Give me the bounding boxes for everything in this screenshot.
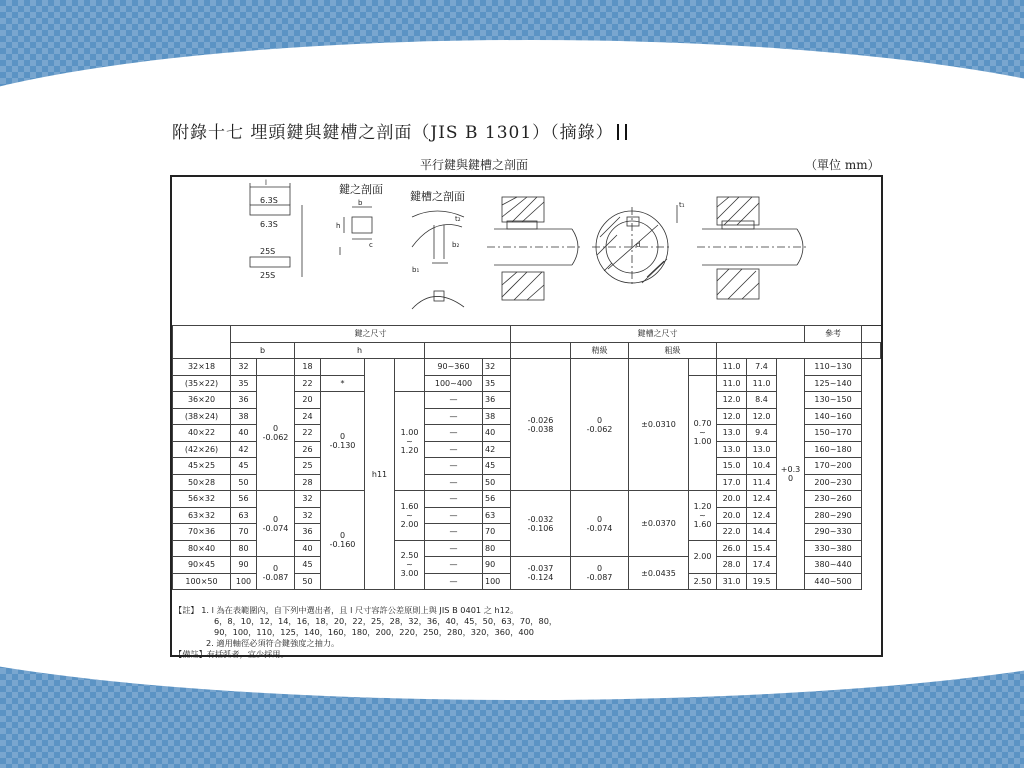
cell-b: 36 — [231, 392, 257, 409]
cell-code: 100×50 — [173, 573, 231, 590]
cell-htol-empty — [321, 359, 365, 376]
cell-b: 50 — [231, 474, 257, 491]
cell-t2: 15.4 — [747, 540, 777, 557]
cell-t2: 19.5 — [747, 573, 777, 590]
cell-t1: 20.0 — [717, 507, 747, 524]
cell-h: 50 — [295, 573, 321, 590]
cell-l: — — [425, 474, 483, 491]
cell-d: 330~380 — [805, 540, 862, 557]
cell-d: 290~330 — [805, 524, 862, 541]
note-line-4: 2. 適用軸徑必須符合鍵強度之抽力。 — [206, 638, 340, 648]
cell-b1: 63 — [483, 507, 511, 524]
header-row-1 — [173, 326, 881, 343]
cell-code: (35×22) — [173, 375, 231, 392]
cell-r: 1.60 ~ 2.00 — [395, 491, 425, 541]
cell-rough-b1: 0 -0.062 — [571, 359, 629, 491]
cell-t1: 17.0 — [717, 474, 747, 491]
dim-25s-top: 25S — [260, 247, 276, 256]
cell-t1: 22.0 — [717, 524, 747, 541]
cell-d: 170~200 — [805, 458, 862, 475]
table-row — [173, 491, 881, 508]
cell-code: 56×32 — [173, 491, 231, 508]
header-row-2 — [173, 342, 881, 359]
cell-d: 200~230 — [805, 474, 862, 491]
cell-b: 42 — [231, 441, 257, 458]
cell-btol-empty — [257, 359, 295, 376]
cell-h: 28 — [295, 474, 321, 491]
cell-t2: 12.4 — [747, 491, 777, 508]
cell-l: — — [425, 425, 483, 442]
cell-l: — — [425, 573, 483, 590]
cell-t2: 14.4 — [747, 524, 777, 541]
header-precision: 精級 — [571, 342, 629, 359]
cell-code: 50×28 — [173, 474, 231, 491]
cell-hmark: * — [321, 375, 365, 392]
key-dimension-table — [172, 325, 881, 590]
text-cursor — [617, 124, 627, 140]
cell-b1: 32 — [483, 359, 511, 376]
note-label: 【註】 — [174, 605, 199, 615]
cell-l: — — [425, 441, 483, 458]
cell-b: 35 — [231, 375, 257, 392]
remark-label: 【備註】 — [174, 649, 207, 659]
cell-rough-b2: ±0.0310 — [629, 359, 689, 491]
header-blank-4 — [717, 342, 862, 359]
dim-63s-bottom: 6.3S — [260, 220, 278, 229]
shaft-hub-drawing-left — [487, 197, 582, 300]
cell-d: 230~260 — [805, 491, 862, 508]
cell-d: 110~130 — [805, 359, 862, 376]
groove-section-label: 鍵槽之剖面 — [410, 190, 465, 203]
header-key-size: 鍵之尺寸 — [231, 326, 511, 343]
cell-b1: 70 — [483, 524, 511, 541]
header-b: b — [231, 342, 295, 359]
cell-t1: 13.0 — [717, 441, 747, 458]
header-h: h — [295, 342, 425, 359]
cell-code: 40×22 — [173, 425, 231, 442]
cell-b: 40 — [231, 425, 257, 442]
page-title: 附錄十七 埋頭鍵與鍵槽之剖面（JIS B 1301）（摘錄） — [172, 118, 627, 143]
cell-d: 440~500 — [805, 573, 862, 590]
label-b: b — [358, 199, 363, 207]
cell-t: 0.70 ~ 1.00 — [689, 375, 717, 491]
cell-t: 2.00 — [689, 540, 717, 573]
cell-b: 32 — [231, 359, 257, 376]
cell-rough-b2: ±0.0370 — [629, 491, 689, 557]
cell-b: 63 — [231, 507, 257, 524]
cell-precision: -0.032 -0.106 — [511, 491, 571, 557]
cell-t2: 12.4 — [747, 507, 777, 524]
cell-t1: 12.0 — [717, 392, 747, 409]
header-groove-size: 鍵槽之尺寸 — [511, 326, 805, 343]
label-b1: b₁ — [412, 266, 420, 274]
note-line-2: 6，8，10，12，14，16，18，20，22，25，28，32，36，40，45，50，63，70，80， — [214, 616, 558, 626]
cell-b1: 45 — [483, 458, 511, 475]
remark-line — [174, 649, 874, 660]
cell-t: 1.20 ~ 1.60 — [689, 491, 717, 541]
cell-b: 90 — [231, 557, 257, 574]
label-l: l — [265, 179, 267, 187]
drawings-area — [172, 177, 881, 326]
cell-t1: 11.0 — [717, 359, 747, 376]
cell-d: 150~170 — [805, 425, 862, 442]
cell-d: 125~140 — [805, 375, 862, 392]
cell-t2: 13.0 — [747, 441, 777, 458]
cell-t2: 12.0 — [747, 408, 777, 425]
cell-b: 70 — [231, 524, 257, 541]
cell-l: — — [425, 458, 483, 475]
dim-25s-bottom: 25S — [260, 271, 276, 280]
cell-b1: 38 — [483, 408, 511, 425]
cell-code: 32×18 — [173, 359, 231, 376]
cell-rough-b2: ±0.0435 — [629, 557, 689, 590]
cell-t1: 26.0 — [717, 540, 747, 557]
remark-text: 有括弧者，宜少採用。 — [206, 649, 289, 659]
cell-code: 80×40 — [173, 540, 231, 557]
cell-b1: 36 — [483, 392, 511, 409]
cell-h: 20 — [295, 392, 321, 409]
cell-h: 22 — [295, 375, 321, 392]
unit-label: （單位 mm） — [805, 158, 880, 172]
cell-h: 32 — [295, 491, 321, 508]
cell-h: 45 — [295, 557, 321, 574]
cell-ttol: +0.3 0 — [777, 359, 805, 590]
cell-t1: 12.0 — [717, 408, 747, 425]
cell-precision: -0.026 -0.038 — [511, 359, 571, 491]
cell-l: 100~400 — [425, 375, 483, 392]
label-t2: t₂ — [455, 215, 461, 223]
cell-t1: 31.0 — [717, 573, 747, 590]
label-h: h — [336, 222, 341, 230]
cell-b1: 90 — [483, 557, 511, 574]
cell-btol: 0 -0.074 — [257, 491, 295, 557]
groove-section-view — [412, 211, 464, 309]
cell-b1: 100 — [483, 573, 511, 590]
cell-l: 90~360 — [425, 359, 483, 376]
label-c: c — [369, 241, 373, 249]
cell-l: — — [425, 408, 483, 425]
cell-t2: 11.0 — [747, 375, 777, 392]
cell-t2: 7.4 — [747, 359, 777, 376]
cell-l: — — [425, 540, 483, 557]
header-rough: 粗級 — [629, 342, 717, 359]
cell-d: 280~290 — [805, 507, 862, 524]
label-t1: t₁ — [679, 201, 685, 209]
cell-t1: 13.0 — [717, 425, 747, 442]
cell-code: 36×20 — [173, 392, 231, 409]
header-blank-2 — [425, 342, 511, 359]
cell-rough-b1: 0 -0.074 — [571, 491, 629, 557]
label-d: d — [636, 241, 641, 249]
cell-code: 90×45 — [173, 557, 231, 574]
header-blank — [173, 326, 231, 359]
cell-h: 26 — [295, 441, 321, 458]
cell-t-empty — [689, 359, 717, 376]
cell-h: 25 — [295, 458, 321, 475]
cell-b1: 80 — [483, 540, 511, 557]
table-subtitle: 平行鍵與鍵槽之剖面 — [420, 158, 529, 172]
cell-t2: 11.4 — [747, 474, 777, 491]
notes-section — [174, 605, 874, 660]
cell-t2: 9.4 — [747, 425, 777, 442]
header-reference: 參考 — [805, 326, 862, 343]
table-body — [173, 359, 881, 590]
cell-code: 45×25 — [173, 458, 231, 475]
drawings-svg — [172, 177, 881, 325]
cell-l: — — [425, 557, 483, 574]
cell-b1: 56 — [483, 491, 511, 508]
cell-h: 22 — [295, 425, 321, 442]
cell-btol: 0 -0.062 — [257, 375, 295, 491]
header-blank-3 — [511, 342, 571, 359]
cell-h: 32 — [295, 507, 321, 524]
cell-l: — — [425, 507, 483, 524]
cell-code: 63×32 — [173, 507, 231, 524]
cell-b: 45 — [231, 458, 257, 475]
cell-t1: 15.0 — [717, 458, 747, 475]
header-blank-5 — [862, 342, 881, 359]
note-line-3: 90，100，110，125，140，160，180，200，220，250，280，320，360，400 — [214, 627, 535, 637]
cell-rough-b1: 0 -0.087 — [571, 557, 629, 590]
cell-t: 2.50 — [689, 573, 717, 590]
cell-h: 40 — [295, 540, 321, 557]
note-1-text: 1. l 為在表範圍內，自下列中選出者，且 l 尺寸容許公差原則上與 JIS B 0401 之 h12。 — [201, 605, 519, 615]
cell-b1: 35 — [483, 375, 511, 392]
cell-t2: 10.4 — [747, 458, 777, 475]
cell-r: 1.00 ~ 1.20 — [395, 392, 425, 491]
cell-r-empty — [395, 359, 425, 392]
cell-precision: -0.037 -0.124 — [511, 557, 571, 590]
cell-t1: 28.0 — [717, 557, 747, 574]
cell-b: 56 — [231, 491, 257, 508]
cell-b: 80 — [231, 540, 257, 557]
standard-sheet — [170, 175, 883, 657]
dim-63s-top: 6.3S — [260, 196, 278, 205]
cell-h: 36 — [295, 524, 321, 541]
cell-b: 38 — [231, 408, 257, 425]
cell-code: (38×24) — [173, 408, 231, 425]
cell-b1: 40 — [483, 425, 511, 442]
cell-h11: h11 — [365, 359, 395, 590]
shaft-hub-drawing-right — [697, 197, 807, 299]
cell-b: 100 — [231, 573, 257, 590]
cell-btol: 0 -0.087 — [257, 557, 295, 590]
cell-t2: 17.4 — [747, 557, 777, 574]
table-row — [173, 557, 881, 574]
cell-t1: 20.0 — [717, 491, 747, 508]
cell-l: — — [425, 524, 483, 541]
cell-l: — — [425, 491, 483, 508]
cell-r: 2.50 ~ 3.00 — [395, 540, 425, 590]
cell-d: 160~180 — [805, 441, 862, 458]
cell-t1: 11.0 — [717, 375, 747, 392]
cell-htol: 0 -0.130 — [321, 392, 365, 491]
cell-b1: 42 — [483, 441, 511, 458]
key-section-view — [340, 207, 372, 255]
cell-t2: 8.4 — [747, 392, 777, 409]
cell-d: 130~150 — [805, 392, 862, 409]
cell-code: (42×26) — [173, 441, 231, 458]
cell-d: 140~160 — [805, 408, 862, 425]
cell-code: 70×36 — [173, 524, 231, 541]
cell-h: 24 — [295, 408, 321, 425]
table-row — [173, 359, 881, 376]
note-line-1 — [174, 605, 874, 616]
cell-l: — — [425, 392, 483, 409]
circular-section-drawing — [592, 205, 677, 287]
label-b2: b₂ — [452, 241, 460, 249]
cell-h: 18 — [295, 359, 321, 376]
cell-d: 380~440 — [805, 557, 862, 574]
cell-b1: 50 — [483, 474, 511, 491]
key-section-label: 鍵之剖面 — [339, 183, 383, 196]
cell-htol: 0 -0.160 — [321, 491, 365, 590]
